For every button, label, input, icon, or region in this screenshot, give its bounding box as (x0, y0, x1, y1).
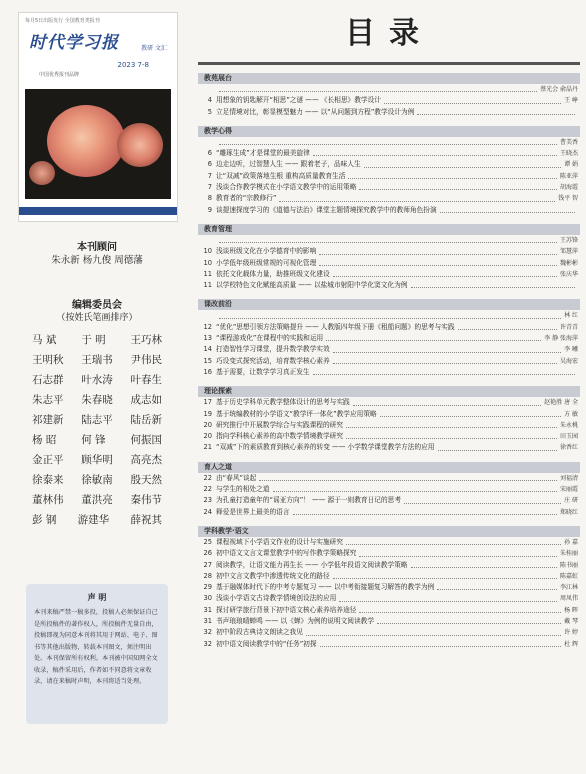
toc-entry[interactable] (198, 84, 580, 95)
committee-member: 于 明 (81, 334, 106, 346)
toc-entry-page: 24 (203, 507, 212, 516)
left-column (12, 12, 182, 762)
toc-section-heading: 课改前沿 (198, 299, 580, 310)
toc-entry-title: “优化”思想引领方法策略提升 —— 人教版四年级下册《租船问题》的思考与实践 (216, 322, 455, 331)
toc-entry-leader (437, 589, 557, 590)
toc-entry[interactable] (198, 420, 580, 431)
toc-entry-author: 周凤伟 (559, 595, 578, 603)
toc-entry-title: 让“双减”政策落地生根 重构高质量教育生活 (216, 171, 346, 180)
toc-entry-title: 基于需要，让数学学习真正发生 (216, 367, 310, 376)
toc-entry-title: 依托文化载体力量，助推班级文化建设 (216, 269, 330, 278)
committee-row (32, 350, 162, 370)
toc-entry-author: 徐香红 (559, 444, 578, 452)
toc-entry-author: 谭 娟 (564, 161, 578, 169)
notice-text: 本刊来稿严禁一稿多投，投稿人必须保证自己是所投稿件的著作权人，所投稿件无量自由，投稿即视为同意本刊将其用于网站、电子、图书等其他出版物，转载本刊图文，须注明出处。本刊保留所有权利。本刊被中国知网全文收录，稿件采用后，作者如不同意将文章收录，请在来稿时声明，本刊将适当处理。 (34, 609, 158, 685)
toc-entry-leader (417, 114, 575, 115)
toc-entry-title: 巧设变式探究活动，培育数学核心素养 (216, 356, 330, 365)
toc-entry[interactable] (198, 639, 580, 650)
toc-entry-page: 11 (203, 281, 212, 290)
advisers-names: 朱永新 杨九俊 周德藩 (51, 255, 143, 266)
toc-entry[interactable] (198, 409, 580, 420)
toc-entry-leader (219, 144, 557, 145)
toc-entry-leader (219, 91, 537, 92)
toc-entry[interactable] (198, 537, 580, 548)
toc-entry[interactable] (198, 627, 580, 638)
toc-entry[interactable] (198, 356, 580, 367)
toc-entry-page: 32 (203, 628, 212, 637)
committee-member: 何 锋 (81, 434, 106, 446)
toc-entry[interactable] (198, 137, 580, 148)
toc-entry-page: 14 (203, 345, 212, 354)
toc-entry[interactable] (198, 310, 580, 321)
cover-top-line: 每月5日出版发行 全国教育类报刊 (25, 18, 100, 24)
toc-entry[interactable] (198, 269, 580, 280)
toc-section-heading: 教学心得 (198, 126, 580, 137)
toc-entry[interactable] (198, 95, 580, 106)
toc-entry-page: 15 (203, 356, 212, 365)
toc-entry-title: 用想象的钥匙解开“相思”之谜 —— 《长相思》教学设计 (216, 96, 381, 105)
committee-member: 陆岳新 (130, 414, 162, 426)
toc-entry-title: 课程视域下小学语文作业的设计与实施研究 (216, 537, 344, 546)
toc-entry-leader (377, 623, 561, 624)
toc-entry-page: 19 (203, 409, 212, 418)
toc-entry-title: 教育者的“宗教修行” (216, 194, 277, 203)
toc-entry-title: 边走边听，过智慧人生 —— 跟着老子，品味人生 (216, 160, 361, 169)
toc-entry-leader (333, 578, 557, 579)
committee-member: 朱春晓 (81, 394, 113, 406)
committee-member: 徐泰来 (32, 474, 64, 486)
toc-entry-author: 蔡光会 俞晶丹 (540, 86, 578, 93)
committee-row (32, 430, 162, 450)
toc-entry-leader (438, 450, 557, 451)
cover-edition: 教研 文汇 (141, 45, 167, 52)
toc-entry-author: 曹美香 (559, 138, 578, 146)
committee-member: 王巧林 (130, 334, 162, 346)
toc-section-heading: 教育管理 (198, 224, 580, 235)
toc-entry[interactable] (198, 616, 580, 627)
toc-entry-leader (346, 427, 557, 428)
toc-entry[interactable] (198, 560, 580, 571)
notice-title: 声 明 (87, 593, 107, 602)
toc-entry-title: 浅谈小学语文古诗教学情境创设法的应用 (216, 594, 337, 603)
toc-entry-page: 20 (203, 420, 212, 429)
toc-entry[interactable] (198, 593, 580, 604)
toc-entry[interactable] (198, 205, 580, 216)
committee-row (32, 390, 162, 410)
toc-entry-leader (319, 254, 557, 255)
toc-entry-page: 7 (207, 183, 212, 192)
toc-entry-author: 陈书丽 (559, 561, 578, 569)
toc-entry-author: 王苏锋 (559, 236, 578, 244)
toc-entry-author: 杜 辉 (564, 640, 578, 648)
toc-entry-page: 6 (207, 149, 212, 158)
toc-entry-title: 谈提速探度学习的《道德与法治》课堂主题情境探究教学中的教师角色扮演 (216, 205, 437, 214)
toc-entry-author: 朱桂丽 (559, 550, 578, 558)
toc-entry-title: 基于统编教材的小学语文“教学评一体化”教学应用策略 (216, 409, 377, 418)
committee-member: 石志群 (32, 374, 64, 386)
toc-entry[interactable] (198, 322, 580, 333)
toc-entry-leader (320, 646, 562, 647)
toc-section (198, 299, 580, 378)
toc-entry[interactable] (198, 495, 580, 506)
toc-entry-page: 23 (203, 496, 212, 505)
toc-entry-title: “双减”下的素质教育到核心素养的转变 —— 小学数学课堂教学方法的应用 (216, 443, 435, 452)
committee-member: 朱志平 (32, 394, 64, 406)
committee-member: 王明秋 (32, 354, 64, 366)
toc-entry-author: 李 曦 (564, 346, 578, 354)
committee-list (12, 330, 182, 530)
committee-member: 顾华明 (81, 454, 113, 466)
toc-entry-author: 许 婷 (564, 629, 578, 637)
toc-entry-page: 20 (203, 432, 212, 441)
committee-member: 杨 昭 (32, 434, 57, 446)
toc-section-heading: 教苑展台 (198, 73, 580, 84)
toc-entry-page: 16 (203, 367, 212, 376)
toc-entry-title: 小学低年级班级常规的可视化管理 (216, 258, 317, 267)
toc-entry-leader (333, 276, 557, 277)
toc-entry-title: 指向学科核心素养的高中数学情境教学研究 (216, 432, 344, 441)
toc-entry[interactable] (198, 344, 580, 355)
toc-entry-leader (411, 287, 576, 288)
toc-entry-title: 基于融媒体时代下的中考专题复习 —— 以中考衔接题复习解答的教学为例 (216, 583, 435, 592)
toc-section-heading: 学科教学·语文 (198, 526, 580, 537)
toc-entry-author: 李江林 (559, 584, 578, 592)
toc-sections (198, 73, 580, 650)
toc-entry-author: 魏彬彬 (559, 259, 578, 267)
toc-entry-author: 陈嘉虹 (559, 572, 578, 580)
committee-member: 叶水涛 (81, 374, 113, 386)
toc-entry-author: 孙 嘉 (564, 538, 578, 546)
committee-member: 徐敏南 (81, 474, 113, 486)
committee-member: 董洪亮 (81, 494, 113, 506)
toc-entry-title: 研究推行中开展数学综合与实践课程的研究 (216, 420, 344, 429)
toc-heading: 目录 (345, 16, 433, 51)
toc-entry[interactable] (198, 280, 580, 291)
toc-entry-author: 朱永桃 (559, 421, 578, 429)
toc-entry[interactable] (198, 107, 580, 118)
committee-member: 彭 钢 (32, 514, 57, 526)
toc-section (198, 224, 580, 291)
toc-entry-page: 28 (203, 571, 212, 580)
toc-entry-title: 书声琅琅晴蝉鸣 —— 以《蝉》为例的说明文阅读教学 (216, 616, 375, 625)
toc-entry-leader (339, 601, 557, 602)
cover-band (19, 207, 177, 215)
toc-entry-leader (313, 155, 557, 156)
toc-entry-leader (346, 544, 561, 545)
toc-entry-author: 王 峥 (564, 97, 578, 105)
toc-entry-title: 初中语文文言文课堂教学中的写作教学策略探究 (216, 549, 357, 558)
toc-entry-leader (404, 503, 561, 504)
toc-section (198, 73, 580, 118)
toc-entry[interactable] (198, 367, 580, 378)
toc-entry-page: 32 (203, 639, 212, 648)
toc-entry[interactable] (198, 571, 580, 582)
committee-member: 叶春生 (130, 374, 162, 386)
toc-entry-page: 31 (203, 605, 212, 614)
toc-entry-page: 11 (203, 269, 212, 278)
toc-entry-leader (219, 242, 557, 243)
toc-entry-page: 8 (207, 194, 212, 203)
toc-entry-title: 与学生的相处之道 (216, 485, 270, 494)
toc-entry-page: 17 (203, 398, 212, 407)
toc-entry-author: 宋丽霞 (559, 486, 578, 494)
toc-entry-leader (319, 265, 557, 266)
toc-entry-title: 初中文言文教学中渗透传统文化的路径 (216, 571, 330, 580)
toc-entry-page: 31 (203, 616, 212, 625)
toc-entry-leader (440, 212, 575, 213)
toc-entry-leader (380, 416, 561, 417)
toc-entry-author: 钱平 智 (558, 195, 578, 203)
toc-entry[interactable] (198, 246, 580, 257)
toc-entry-page: 10 (203, 258, 212, 267)
cover-issue: 2023 7-8 (117, 61, 149, 69)
toc-entry-page: 21 (203, 443, 212, 452)
toc-entry-leader (313, 374, 575, 375)
toc-entry[interactable] (198, 235, 580, 246)
toc-entry[interactable] (198, 484, 580, 495)
toc-entry-title: 立足情境对比，彰显模型魅力 —— 以“从问题到方程”教学设计为例 (216, 107, 415, 116)
toc-entry[interactable] (198, 582, 580, 593)
toc-entry-author: 戴 琴 (564, 617, 578, 625)
toc-entry[interactable] (198, 182, 580, 193)
toc-column (198, 10, 580, 650)
cover-small-line: 中国优秀报刊品牌 (39, 72, 80, 78)
toc-entry[interactable] (198, 473, 580, 484)
toc-entry-title: 由“春风”谈起 (216, 473, 257, 482)
toc-entry-author: 田玉园 (559, 433, 578, 441)
committee-row (32, 510, 162, 530)
toc-entry-author: 邹慧萍 (559, 248, 578, 256)
committee-member: 祁建新 (32, 414, 64, 426)
toc-entry-author: 庄 研 (564, 497, 578, 505)
toc-entry-title: 释爱是世界上最美的语言 (216, 507, 290, 516)
toc-entry-page: 12 (203, 322, 212, 331)
toc-entry-leader (333, 352, 561, 353)
toc-entry-page: 22 (203, 485, 212, 494)
committee-member: 尹伟民 (130, 354, 162, 366)
toc-entry-leader (293, 514, 557, 515)
toc-entry-leader (279, 201, 555, 202)
toc-entry-leader (306, 635, 561, 636)
toc-entry-author: 许青青 (559, 323, 578, 331)
toc-entry-author: 张庆华 (559, 270, 578, 278)
toc-entry[interactable] (198, 171, 580, 182)
toc-section (198, 386, 580, 453)
committee-member: 王瑞书 (81, 354, 113, 366)
toc-entry-leader (359, 189, 557, 190)
toc-entry-page: 25 (203, 537, 212, 546)
toc-entry[interactable] (198, 397, 580, 408)
toc-entry-leader (333, 363, 557, 364)
toc-entry-author: 刘福清 (559, 474, 578, 482)
toc-entry-leader (326, 340, 541, 341)
committee-member: 董林伟 (32, 494, 64, 506)
toc-entry-author: 王晓杰 (559, 150, 578, 158)
toc-entry-author: 郑晓红 (559, 508, 578, 516)
toc-entry-title: 初中语文阅读教学中的“任务”初探 (216, 639, 317, 648)
toc-entry-leader (411, 567, 557, 568)
toc-section-heading: 理论探索 (198, 386, 580, 397)
toc-entry-author: 赵艳胜 唐 全 (544, 399, 578, 407)
committee-member: 游建华 (77, 514, 110, 526)
toc-entry-author: 林 红 (564, 312, 578, 320)
toc-entry-title: 基于历史学科单元教学整体设计的思考与实践 (216, 398, 350, 407)
toc-section (198, 462, 580, 518)
committee-member: 殷天然 (130, 474, 162, 486)
committee-member: 秦伟节 (130, 494, 162, 506)
toc-entry-leader (364, 167, 561, 168)
toc-entry-page: 26 (203, 549, 212, 558)
magazine-cover (18, 12, 178, 222)
toc-entry-leader (353, 405, 541, 406)
toc-entry-title: 以学校特色文化赋能高质量 —— 以盐城市射阳中学化窦文化为例 (216, 281, 408, 290)
committee-row (32, 330, 162, 350)
toc-entry-author: 李 静 张海萍 (544, 335, 578, 343)
toc-entry-page: 30 (203, 594, 212, 603)
advisers-heading: 本刊顾问 (77, 242, 117, 253)
toc-entry[interactable] (198, 431, 580, 442)
toc-section (198, 126, 580, 216)
toc-entry[interactable] (198, 605, 580, 616)
committee-row (32, 470, 162, 490)
toc-entry-title: “雕琢生成”才是课堂的最美旋律 (216, 149, 310, 158)
toc-entry-title: 初中阶段古典诗文朗读之我见 (216, 628, 303, 637)
toc-entry-leader (359, 556, 557, 557)
committee-member: 高亮杰 (130, 454, 162, 466)
toc-entry-author: 吴海宏 (559, 357, 578, 365)
toc-entry-author: 杨 晖 (564, 606, 578, 614)
toc-entry-title: 为孔童打造童年的“谣亚方向”！ —— 源于一则教育日记的思考 (216, 496, 402, 505)
toc-section-heading: 育人之道 (198, 462, 580, 473)
toc-entry-page: 13 (203, 334, 212, 343)
committee-member: 薛祝其 (130, 514, 162, 526)
committee-member: 成志如 (130, 394, 162, 406)
toc-rule (198, 62, 580, 65)
committee-row (32, 490, 162, 510)
toc-section (198, 526, 580, 650)
cover-title: 时代学习报 (29, 33, 119, 53)
toc-entry-leader (273, 491, 557, 492)
toc-entry[interactable] (198, 159, 580, 170)
toc-entry-title: 探讨研学旅行背景下初中语文核心素养培养途径 (216, 605, 357, 614)
toc-entry-leader (259, 480, 557, 481)
toc-entry-page: 22 (203, 473, 212, 482)
toc-entry-title: 阅读教学，让语文能力再生长 —— 小学低年段语文阅读教学策略 (216, 560, 408, 569)
toc-entry-leader (359, 612, 561, 613)
committee-row (32, 370, 162, 390)
toc-entry[interactable] (198, 148, 580, 159)
committee-row (32, 450, 162, 470)
toc-entry-page: 10 (203, 247, 212, 256)
toc-entry-leader (348, 178, 557, 179)
toc-entry-author: 方 敏 (564, 410, 578, 418)
committee-subheading: （按姓氏笔画排序） (56, 313, 138, 323)
toc-entry-title: 浅谈合作教学模式在小学语文教学中的运用策略 (216, 183, 357, 192)
notice-box (26, 584, 168, 724)
toc-entry[interactable] (198, 258, 580, 269)
toc-entry-title: “课程游戏化”在课程中的实践和运用 (216, 334, 324, 343)
toc-entry[interactable] (198, 548, 580, 559)
committee-member: 马 斌 (32, 334, 57, 346)
toc-entry-leader (219, 318, 561, 319)
toc-entry-page: 5 (207, 107, 212, 116)
committee-member: 陆志平 (81, 414, 113, 426)
committee-member: 金正平 (32, 454, 64, 466)
toc-entry-leader (384, 103, 561, 104)
toc-entry-author: 胡海霞 (559, 184, 578, 192)
toc-entry-page: 7 (207, 171, 212, 180)
toc-entry[interactable] (198, 507, 580, 518)
toc-entry-leader (346, 438, 557, 439)
toc-entry-page: 29 (203, 583, 212, 592)
toc-entry-title: 打造智性学习课堂，提升数学教学实效 (216, 345, 330, 354)
toc-entry-leader (458, 329, 557, 330)
toc-entry-page: 9 (207, 205, 212, 214)
toc-entry[interactable] (198, 333, 580, 344)
toc-entry-page: 6 (207, 160, 212, 169)
toc-entry-title: 浅谈班级文化在小学德育中的影响 (216, 247, 317, 256)
toc-entry-page: 4 (207, 96, 212, 105)
committee-member: 何振国 (130, 434, 162, 446)
cover-rose-image (25, 89, 171, 199)
committee-heading: 编辑委员会 (72, 300, 122, 311)
toc-entry[interactable] (198, 193, 580, 204)
toc-entry-author: 陈亚萍 (559, 172, 578, 180)
committee-row (32, 410, 162, 430)
toc-entry[interactable] (198, 442, 580, 453)
toc-entry-page: 27 (203, 560, 212, 569)
